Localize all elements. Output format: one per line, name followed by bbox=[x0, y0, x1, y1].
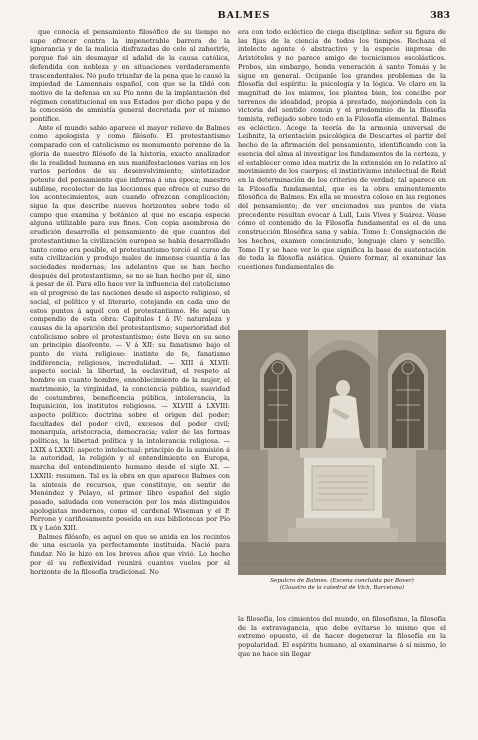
paragraph: Ante el mundo sabio aparece el mayor relieve de Balmes como apologista y como filósofo. El protestantismo comparado con el catolicismo es monumento perenne de la gloria de nuestro filósofo de la historia, exacto analizador de la realidad humana en sus manifestaciones varias en los varios períodos de su desenvolvimiento; sintetizador potente del pensamiento que informa á una época; maestro sublime, recolector de las lecciones que ofrece el curso de los acontecimientos, aun cuando ofrezcan complicación; sigue la que describe nuevos horizontes sobre todo el campo que examina y botánico al que no escapa especie alguna utilizable para sus fines. Con copia asombrosa de erudición desarrolla el pensamiento de que cuantos del protestantismo la civilización europea se había desarrollado tanto como era posible, el protestantismo torció el curso de esta civilización y produjo males de inmensa cuantía á las sociedades modernas; los adelantos que se han hecho después del protestantismo, se no se han hecho por él, sino á pesar de él. Para ello hace ver la influencia del catolicismo en el progreso de las naciones desde el aspecto religioso, el social, el político y el literario, cotejando en cada uno de estos puntos á aquél con el protestantismo. He aquí un compendio de esta obra: Capítulos I á IV: naturaleza y causas de la aparición del protestantismo; superioridad del catolicismo sobre el protestantismo; éste lleva en su seno un principio disolvente. — V á XII: su fanatismo bajo el punto de vista religioso: instinto de fe, fanatismo indiferencia, religiosos, incredulidad. — XIII á XLVII: aspecto social: la libertad, la esclavitud, el respeto al hombre en cuanto hombre, ennoblecimiento de la mujer, el matrimonio, la virginidad, la conciencia pública, suavidad de costumbres, beneficencia pública, intolerancia, la Inquisición, los institutos religiosos. — XLVIII á LXVIII: aspecto político: doctrina sobre el origen del poder; facultades del poder civil, excesos del poder civil; monarquía, aristocracia, democracia; valor de las formas políticas, la libertad política y la intolerancia religiosa. — LXIX á LXXII: aspecto intelectual: principio de la sumisión á la autoridad, la religión y el entendimiento en Europa, marcha del entendimiento humano desde el siglo XI. — LXXIII: resumen. Tal es la obra en que aparece Balmes con la síntesis de recursos, que constituye, en sentir de Menéndez y Pelayo, el primer libro español del siglo pasado, saludada con veneración por los más distinguidos apologistas modernos, como el cardenal Wiseman y el P. Perrone y cariñosamente poseída en sus bibliotecas por Pío IX y León XIII. bbox=[30, 123, 230, 533]
right-column-top bbox=[238, 28, 446, 326]
tomb-engraving-image bbox=[238, 330, 446, 575]
caption-line: (Claustro de la catedral de Vich, Barcelona) bbox=[279, 585, 405, 591]
caption-line: Sepulcro de Balmes. (Escena concluida por Bover) bbox=[270, 578, 414, 584]
paragraph: era con todo ecléctico de ciega disciplina: señor su figura de las fijas de la ciencia de todos los tiempos. Rechaza el intelecto agente ó abstractivo y la especie impresa de Aristóteles y no parece amigo de tecnicismos escolásticos. Probos, sin embargo, honda veneración á santo Tomás y le sigue en general. Ocúpanle los grandes problemas de la filosofía del espíritu: la psicología y la lógica. Ve claro en la magnitud de los mismos, los plantea bien, los concibe por terrenos de idealidad, propia á prestado, mejorándola con la victoria del sentido común y el predominio de la filosofía tomista, reflejado sobre todo en la Filosofía elemental. Balmes es ecléctico. Acoge la teoría de la armonía universal de Leibnitz, la orientación psicológica de Descartes el partir del hecho de la afirmación del pensamiento, identificando con la esencia del alma al investigar los fundamentos de la certeza, y el establecer como idea matriz de la extensión en lo relativo al movimiento de los cuerpos; el instintivismo intelectual de Reid en la determinación de los criterios de verdad; tal aparece en la Filosofía fundamental, que es la obra eminentemente filosófica de Balmes. En ella se muestra coloso en las regiones del pensamiento; de ver encionados sus puntos de vista precedente resultan evocar á Lull, Luis Vives y Suárez. Véase cómo el contenido de la Filosofía fundamental es el de una construcción filosófica sana y sabia. Tomo I: Consignación de los hechos, examen concienzudo, lenguaje claro y sencillo. Tomo II y se hace ver lo que significa la base de sustentación de toda la filosofía asiática. Quiere formar, al examinar las cuestiones fundamentales de bbox=[238, 28, 446, 271]
paragraph: Balmes filósofo, es aquel en que se anida en los recintos de una escuela ya perfectamente instituida. Nació para fundar. No le hizo en los breves años que vivió. Lo hecho por él su reflexividad reunirá cuantos vuelos por el horizonte de la filosofía tradicional. No bbox=[30, 532, 230, 576]
paragraph: la filosofía, los cimientos del mundo, en filosofismo, la filosofía de la extravagancia, que debe evitarse lo mismo que el extremo opuesto, el de hacer degenerar la filosofía en la popularidad. El espíritu humano, al examinarse á sí mismo, lo que no hace sin llegar bbox=[238, 615, 446, 658]
right-column-bottom bbox=[238, 615, 446, 725]
page-number: 383 bbox=[430, 10, 450, 21]
figure-caption bbox=[238, 578, 446, 608]
tomb-engraving-drawing bbox=[238, 330, 446, 575]
left-column bbox=[30, 28, 230, 728]
running-header bbox=[30, 10, 458, 24]
paragraph: que conocía el pensamiento filosófico de su tiempo no supo ofrecer contra la impenetrable barrera de la ignorancia y de la malicia disfrazadas de celo al zaherirle, porque fué sin desmayar el adalid de la causa católica, defendida con nobleza y en situaciones verdaderamente trascendentales. No pudo triunfar de la pena que le causó la impiedad de Lamennais español, con que se la tildó con motivo de la defensa en su Pío nono de la implantación del régimen constitucional en sus Estados por dicho papa y de la concesión de amnistía general decretada por el mismo pontífice. bbox=[30, 28, 230, 124]
running-title: BALMES bbox=[217, 10, 271, 21]
